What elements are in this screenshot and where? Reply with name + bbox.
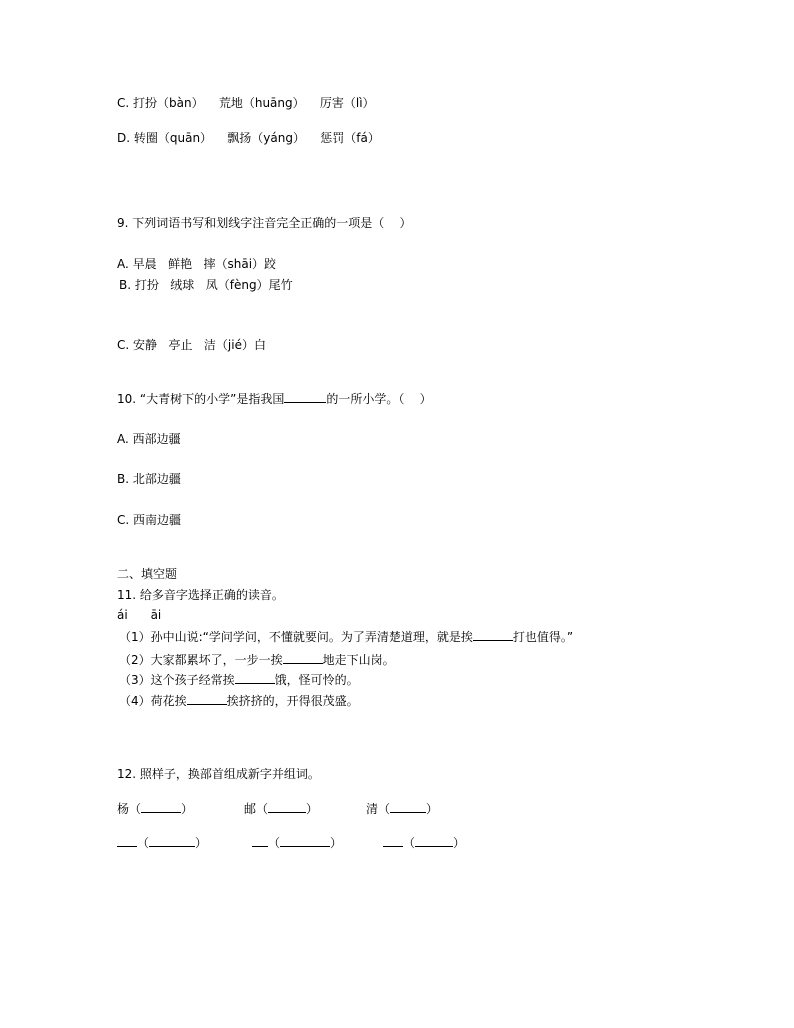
- q11-sentence-1: [119, 628, 573, 645]
- q11-s1-text: （1）孙中山说:“学问学问，不懂就要问。为了弄清楚道理，就是挨: [119, 630, 473, 644]
- q11-blank-1[interactable]: [473, 628, 513, 641]
- paren-close: ）: [181, 802, 194, 816]
- q12-word-blank-1[interactable]: [141, 800, 181, 813]
- q9-option-b: B. 打扮 绒球 凤（fèng）尾竹: [119, 278, 293, 292]
- q11-readings: ái āi: [117, 608, 162, 622]
- q12-word-blank-5[interactable]: [280, 834, 330, 847]
- q10-option-c: C. 西南边疆: [117, 513, 182, 527]
- q11-sentence-3: [119, 671, 359, 688]
- q12-word-blank-2[interactable]: [268, 800, 306, 813]
- q12-word-blank-4[interactable]: [149, 834, 195, 847]
- q11-blank-4[interactable]: [187, 692, 227, 705]
- q11-sentence-2: [119, 651, 395, 668]
- q12-char-1: 杨: [117, 802, 130, 816]
- q11-s4-tail: 挨挤挤的，开得很茂盛。: [226, 694, 359, 708]
- paren-close: ）: [453, 836, 466, 850]
- q11-sentence-4: [119, 692, 359, 709]
- q12-stem: 12. 照样子，换部首组成新字并组词。: [117, 767, 320, 781]
- paren-close: ）: [426, 802, 439, 816]
- q11-blank-2[interactable]: [283, 651, 323, 664]
- paren-close: ）: [306, 802, 319, 816]
- q12-char-blank-4[interactable]: [117, 834, 137, 847]
- paren-open: （: [378, 802, 391, 816]
- q10-option-a: A. 西部边疆: [117, 432, 181, 446]
- paren-close: ）: [330, 836, 343, 850]
- q10-stem: [117, 390, 432, 407]
- q11-s3-text: （3）这个孩子经常挨: [119, 673, 235, 687]
- q11-s3-tail: 饿，怪可怜的。: [274, 673, 359, 687]
- paren-open: （: [137, 836, 150, 850]
- q10-answer-blank[interactable]: [284, 390, 326, 403]
- q10-stem-pre: 10. “大青树下的小学”是指我国: [117, 392, 285, 406]
- q9-option-c: C. 安静 亭止 洁（jié）白: [117, 338, 266, 352]
- q12-char-blank-5[interactable]: [252, 834, 268, 847]
- q12-char-blank-6[interactable]: [383, 834, 403, 847]
- paren-open: （: [129, 802, 142, 816]
- q12-item-5: [252, 834, 342, 851]
- paren-open: （: [256, 802, 269, 816]
- q10-stem-post: 的一所小学。（ ）: [326, 392, 432, 406]
- q11-s2-tail: 地走下山岗。: [322, 653, 395, 667]
- q8-option-d: D. 转圈（quān） 飘扬（yáng） 惩罚（fá）: [117, 131, 380, 145]
- paren-close: ）: [195, 836, 208, 850]
- q12-char-3: 清: [366, 802, 379, 816]
- section-title-fill-in: 二、填空题: [117, 567, 178, 581]
- q11-s4-text: （4）荷花挨: [119, 694, 187, 708]
- q11-s2-text: （2）大家都累坏了，一步一挨: [119, 653, 283, 667]
- q12-char-2: 邮: [244, 802, 257, 816]
- q11-stem: 11. 给多音字选择正确的读音。: [117, 588, 284, 602]
- q12-item-2: [244, 800, 318, 817]
- q12-item-3: [366, 800, 438, 817]
- q8-option-c: C. 打扮（bàn） 荒地（huāng） 厉害（lì）: [117, 96, 375, 110]
- q12-item-1: [117, 800, 193, 817]
- q12-word-blank-3[interactable]: [390, 800, 426, 813]
- q12-word-blank-6[interactable]: [415, 834, 453, 847]
- q9-stem: 9. 下列词语书写和划线字注音完全正确的一项是（ ）: [117, 216, 412, 230]
- q11-blank-3[interactable]: [235, 671, 275, 684]
- q12-item-6: [383, 834, 465, 851]
- q11-s1-tail: 打也值得。”: [512, 630, 574, 644]
- paren-open: （: [403, 836, 416, 850]
- q9-option-a: A. 早晨 鲜艳 摔（shāi）跤: [117, 257, 277, 271]
- q12-item-4: [117, 834, 207, 851]
- paren-open: （: [268, 836, 281, 850]
- q10-option-b: B. 北部边疆: [117, 472, 181, 486]
